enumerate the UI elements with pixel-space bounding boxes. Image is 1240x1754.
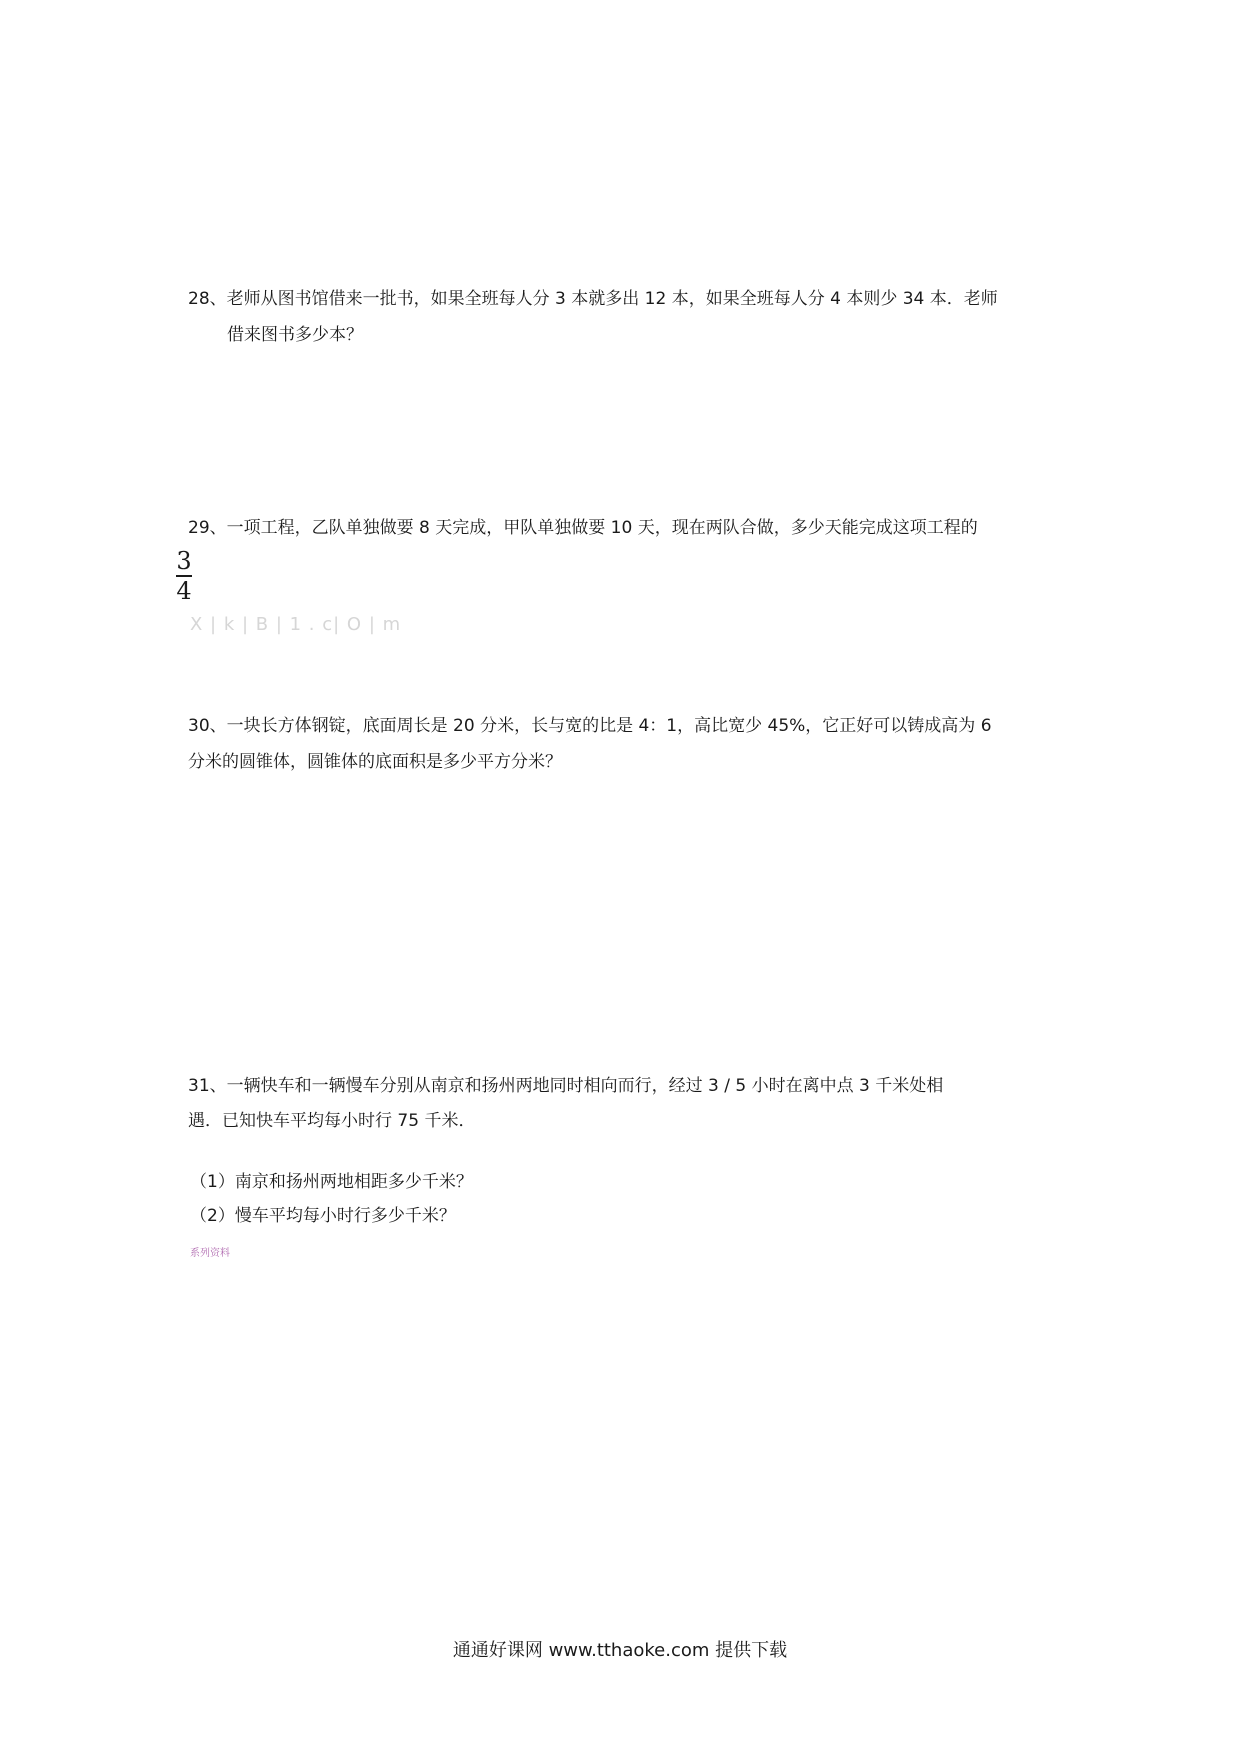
fraction-numerator: 3 xyxy=(176,547,192,575)
problem-29-line-1: 29、一项工程，乙队单独做要 8 天完成，甲队单独做要 10 天，现在两队合做，多少天能完成这项工程的 xyxy=(188,518,978,538)
problem-30-line-2: 分米的圆锥体，圆锥体的底面积是多少平方分米？ xyxy=(188,752,562,772)
fraction-three-quarters xyxy=(176,548,192,605)
problem-30-line-1: 30、一块长方体钢锭，底面周长是 20 分米，长与宽的比是 4：1，高比宽少 45%，它正好可以铸成高为 6 xyxy=(188,716,992,736)
watermark-text: X | k | B | 1 . c| O | m xyxy=(190,614,402,635)
problem-28-line-1: 28、老师从图书馆借来一批书，如果全班每人分 3 本就多出 12 本，如果全班每人分 4 本则少 34 本．老师 xyxy=(188,289,998,309)
problem-31-sub-1: （1）南京和扬州两地相距多少千米？ xyxy=(190,1172,473,1192)
fraction-denominator: 4 xyxy=(176,577,192,605)
page-footer: 通通好课网 www.tthaoke.com 提供下载 xyxy=(452,1640,788,1661)
series-materials-link[interactable]: 系列资料 xyxy=(190,1248,230,1259)
problem-31-line-2: 遇．已知快车平均每小时行 75 千米． xyxy=(188,1111,476,1131)
problem-31-sub-2: （2）慢车平均每小时行多少千米？ xyxy=(190,1206,456,1226)
problem-28-line-2: 借来图书多少本？ xyxy=(227,325,363,345)
problem-31-line-1: 31、一辆快车和一辆慢车分别从南京和扬州两地同时相向而行，经过 3 / 5 小时在离中点 3 千米处相 xyxy=(188,1076,944,1096)
